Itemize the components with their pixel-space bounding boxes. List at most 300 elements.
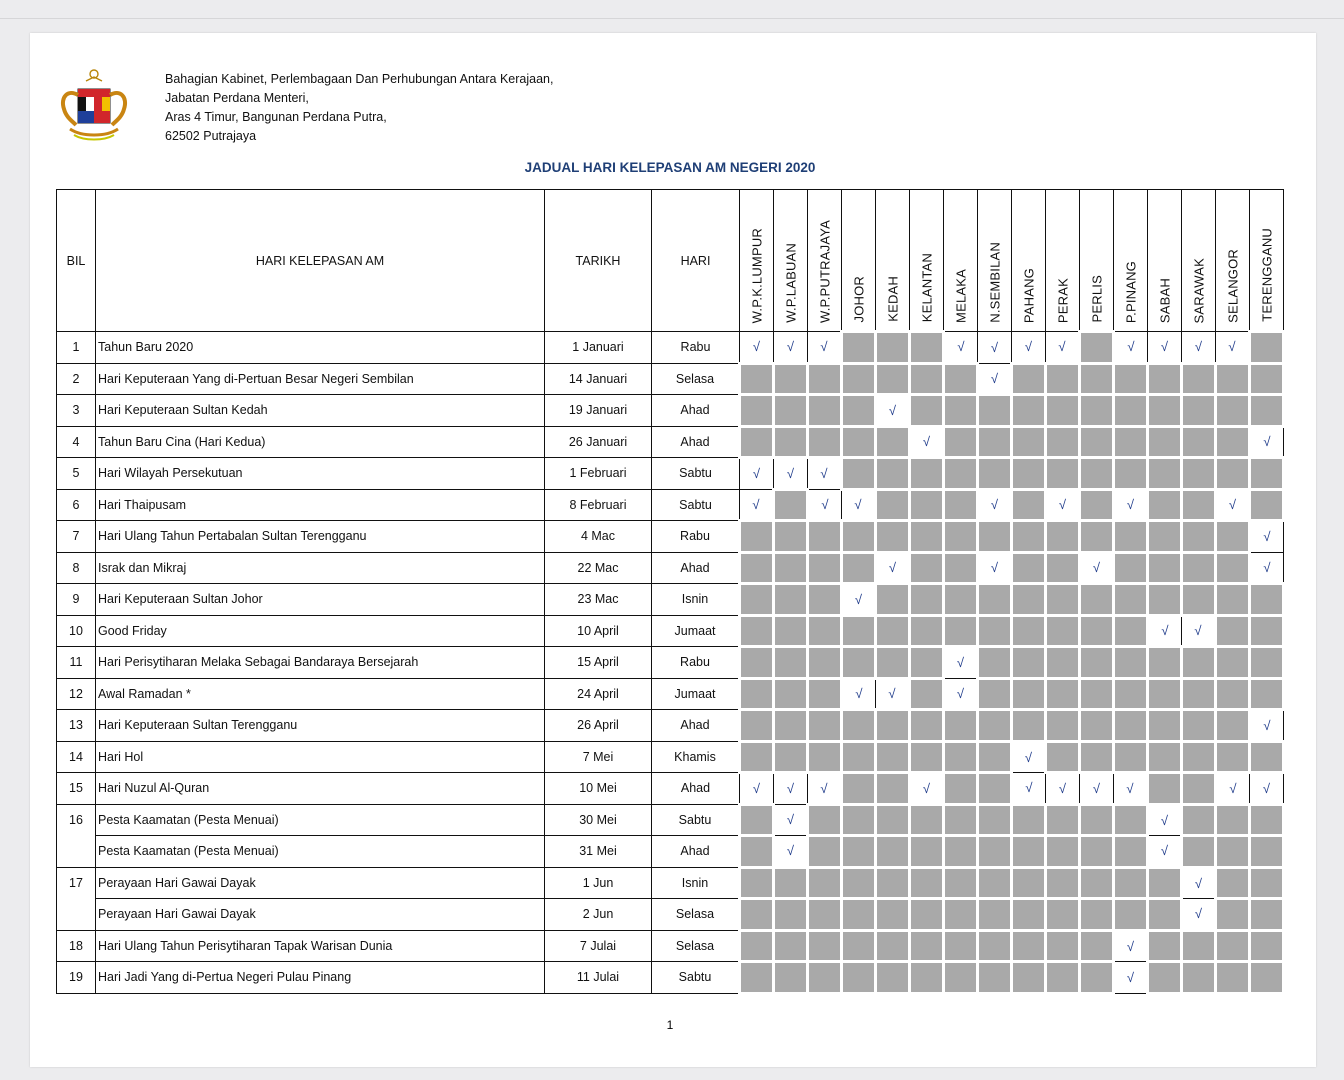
holiday-check-mark: √: [978, 489, 1012, 521]
not-applicable-cell: [842, 773, 876, 805]
not-applicable-cell: [910, 395, 944, 427]
not-applicable-cell: [944, 899, 978, 931]
not-applicable-cell: [910, 962, 944, 994]
holiday-day: Sabtu: [652, 962, 740, 994]
holiday-date: 26 Januari: [545, 426, 652, 458]
not-applicable-cell: [978, 395, 1012, 427]
not-applicable-cell: [1012, 615, 1046, 647]
table-row: [57, 489, 1284, 521]
not-applicable-cell: [1114, 395, 1148, 427]
not-applicable-cell: [944, 710, 978, 742]
not-applicable-cell: [1080, 836, 1114, 868]
row-number: 1: [57, 332, 96, 364]
not-applicable-cell: [1012, 804, 1046, 836]
document-title: JADUAL HARI KELEPASAN AM NEGERI 2020: [524, 160, 816, 175]
row-number: 19: [57, 962, 96, 994]
not-applicable-cell: [1046, 426, 1080, 458]
holiday-check-mark: √: [808, 489, 842, 521]
table-row: [57, 426, 1284, 458]
row-number: 9: [57, 584, 96, 616]
table-row: [57, 773, 1284, 805]
not-applicable-cell: [1012, 395, 1046, 427]
state-name: PERAK: [1055, 277, 1070, 323]
holiday-check-mark: √: [1182, 899, 1216, 931]
page-number: 1: [666, 1018, 674, 1032]
holiday-day: Sabtu: [652, 489, 740, 521]
not-applicable-cell: [774, 678, 808, 710]
holiday-date: 23 Mac: [545, 584, 652, 616]
column-header-state: [1080, 190, 1114, 332]
not-applicable-cell: [1182, 426, 1216, 458]
state-name: PAHANG: [1021, 267, 1036, 323]
column-header-state: [808, 190, 842, 332]
not-applicable-cell: [910, 521, 944, 553]
not-applicable-cell: [1114, 741, 1148, 773]
holiday-table: [56, 189, 1285, 995]
not-applicable-cell: [842, 930, 876, 962]
holiday-date: 11 Julai: [545, 962, 652, 994]
table-row: [57, 458, 1284, 490]
not-applicable-cell: [944, 363, 978, 395]
not-applicable-cell: [1080, 710, 1114, 742]
not-applicable-cell: [1114, 615, 1148, 647]
holiday-date: 24 April: [545, 678, 652, 710]
holiday-check-mark: √: [944, 678, 978, 710]
table-row: [57, 962, 1284, 994]
not-applicable-cell: [1080, 521, 1114, 553]
not-applicable-cell: [808, 899, 842, 931]
not-applicable-cell: [1182, 521, 1216, 553]
not-applicable-cell: [876, 773, 910, 805]
not-applicable-cell: [944, 584, 978, 616]
column-header-state: [910, 190, 944, 332]
not-applicable-cell: [1114, 584, 1148, 616]
not-applicable-cell: [944, 773, 978, 805]
not-applicable-cell: [1012, 647, 1046, 679]
holiday-check-mark: √: [1148, 332, 1182, 364]
not-applicable-cell: [842, 962, 876, 994]
holiday-check-mark: √: [978, 332, 1012, 364]
not-applicable-cell: [808, 647, 842, 679]
not-applicable-cell: [1080, 426, 1114, 458]
not-applicable-cell: [808, 426, 842, 458]
row-number: 15: [57, 773, 96, 805]
row-number: 4: [57, 426, 96, 458]
not-applicable-cell: [1012, 426, 1046, 458]
not-applicable-cell: [1080, 804, 1114, 836]
not-applicable-cell: [774, 363, 808, 395]
state-name: SARAWAK: [1191, 257, 1206, 323]
state-name: W.P.PUTRAJAYA: [817, 219, 832, 323]
holiday-check-mark: √: [808, 773, 842, 805]
holiday-date: 26 April: [545, 710, 652, 742]
holiday-day: Selasa: [652, 930, 740, 962]
column-header-name: HARI KELEPASAN AM: [96, 190, 545, 332]
not-applicable-cell: [944, 741, 978, 773]
holiday-check-mark: √: [1216, 773, 1250, 805]
address-line: 62502 Putrajaya: [165, 129, 257, 143]
not-applicable-cell: [1114, 710, 1148, 742]
not-applicable-cell: [1182, 458, 1216, 490]
holiday-check-mark: √: [876, 552, 910, 584]
table-body: [57, 332, 1284, 994]
not-applicable-cell: [1012, 584, 1046, 616]
holiday-check-mark: √: [1250, 552, 1284, 584]
not-applicable-cell: [1148, 363, 1182, 395]
not-applicable-cell: [978, 647, 1012, 679]
table-row: [57, 647, 1284, 679]
not-applicable-cell: [774, 552, 808, 584]
holiday-check-mark: √: [808, 458, 842, 490]
not-applicable-cell: [1080, 899, 1114, 931]
not-applicable-cell: [1012, 962, 1046, 994]
not-applicable-cell: [1080, 867, 1114, 899]
not-applicable-cell: [876, 710, 910, 742]
holiday-day: Isnin: [652, 584, 740, 616]
not-applicable-cell: [1148, 489, 1182, 521]
not-applicable-cell: [1080, 489, 1114, 521]
holiday-name: Hari Nuzul Al-Quran: [96, 773, 545, 805]
not-applicable-cell: [740, 584, 774, 616]
not-applicable-cell: [944, 615, 978, 647]
not-applicable-cell: [808, 395, 842, 427]
not-applicable-cell: [1216, 867, 1250, 899]
not-applicable-cell: [910, 678, 944, 710]
not-applicable-cell: [1250, 458, 1284, 490]
not-applicable-cell: [740, 363, 774, 395]
holiday-day: Sabtu: [652, 458, 740, 490]
not-applicable-cell: [1080, 395, 1114, 427]
holiday-name: Hari Keputeraan Sultan Johor: [96, 584, 545, 616]
holiday-check-mark: √: [1250, 710, 1284, 742]
holiday-name: Hari Wilayah Persekutuan: [96, 458, 545, 490]
not-applicable-cell: [808, 930, 842, 962]
not-applicable-cell: [1182, 741, 1216, 773]
state-name: W.P.K.LUMPUR: [749, 227, 764, 323]
not-applicable-cell: [978, 804, 1012, 836]
not-applicable-cell: [740, 836, 774, 868]
not-applicable-cell: [1046, 363, 1080, 395]
not-applicable-cell: [1080, 584, 1114, 616]
not-applicable-cell: [740, 521, 774, 553]
not-applicable-cell: [1080, 741, 1114, 773]
state-name: MELAKA: [953, 269, 968, 323]
not-applicable-cell: [944, 867, 978, 899]
holiday-check-mark: √: [774, 332, 808, 364]
not-applicable-cell: [1250, 962, 1284, 994]
not-applicable-cell: [1148, 395, 1182, 427]
not-applicable-cell: [1012, 867, 1046, 899]
not-applicable-cell: [1012, 899, 1046, 931]
not-applicable-cell: [1182, 584, 1216, 616]
not-applicable-cell: [1216, 615, 1250, 647]
holiday-name: Tahun Baru 2020: [96, 332, 545, 364]
holiday-name: Hari Jadi Yang di-Pertua Negeri Pulau Pinang: [96, 962, 545, 994]
malaysia-coat-of-arms-icon: [54, 65, 134, 149]
holiday-check-mark: √: [1250, 426, 1284, 458]
not-applicable-cell: [1216, 678, 1250, 710]
address-line: Aras 4 Timur, Bangunan Perdana Putra,: [165, 110, 387, 124]
not-applicable-cell: [1148, 773, 1182, 805]
row-number: 13: [57, 710, 96, 742]
sender-address: [165, 70, 553, 146]
holiday-name: Pesta Kaamatan (Pesta Menuai): [96, 804, 545, 836]
not-applicable-cell: [978, 678, 1012, 710]
not-applicable-cell: [1046, 647, 1080, 679]
holiday-check-mark: √: [1114, 930, 1148, 962]
not-applicable-cell: [1148, 930, 1182, 962]
not-applicable-cell: [774, 899, 808, 931]
state-name: KELANTAN: [919, 252, 934, 322]
holiday-name: Perayaan Hari Gawai Dayak: [96, 867, 545, 899]
not-applicable-cell: [1046, 678, 1080, 710]
holiday-name: Perayaan Hari Gawai Dayak: [96, 899, 545, 931]
holiday-check-mark: √: [1012, 773, 1046, 805]
not-applicable-cell: [876, 867, 910, 899]
not-applicable-cell: [842, 332, 876, 364]
not-applicable-cell: [1148, 741, 1182, 773]
not-applicable-cell: [1216, 458, 1250, 490]
column-header-state: [1012, 190, 1046, 332]
not-applicable-cell: [740, 678, 774, 710]
not-applicable-cell: [910, 647, 944, 679]
holiday-name: Hari Keputeraan Sultan Kedah: [96, 395, 545, 427]
not-applicable-cell: [808, 710, 842, 742]
not-applicable-cell: [1148, 521, 1182, 553]
not-applicable-cell: [978, 836, 1012, 868]
holiday-check-mark: √: [740, 773, 774, 805]
not-applicable-cell: [1114, 647, 1148, 679]
not-applicable-cell: [1216, 521, 1250, 553]
not-applicable-cell: [978, 584, 1012, 616]
not-applicable-cell: [1250, 836, 1284, 868]
not-applicable-cell: [1114, 836, 1148, 868]
not-applicable-cell: [1080, 615, 1114, 647]
not-applicable-cell: [842, 836, 876, 868]
column-header-state: [1148, 190, 1182, 332]
not-applicable-cell: [910, 489, 944, 521]
not-applicable-cell: [1216, 552, 1250, 584]
table-row: [57, 930, 1284, 962]
not-applicable-cell: [1250, 930, 1284, 962]
not-applicable-cell: [808, 615, 842, 647]
not-applicable-cell: [808, 584, 842, 616]
holiday-date: 14 Januari: [545, 363, 652, 395]
not-applicable-cell: [1182, 489, 1216, 521]
document-page: [30, 33, 1316, 1067]
not-applicable-cell: [944, 930, 978, 962]
row-number: 12: [57, 678, 96, 710]
holiday-day: Selasa: [652, 899, 740, 931]
holiday-name: Hari Ulang Tahun Pertabalan Sultan Terengganu: [96, 521, 545, 553]
not-applicable-cell: [842, 867, 876, 899]
not-applicable-cell: [944, 836, 978, 868]
not-applicable-cell: [944, 489, 978, 521]
holiday-check-mark: √: [944, 332, 978, 364]
not-applicable-cell: [1216, 363, 1250, 395]
not-applicable-cell: [1250, 332, 1284, 364]
holiday-name: Israk dan Mikraj: [96, 552, 545, 584]
not-applicable-cell: [876, 804, 910, 836]
holiday-day: Ahad: [652, 426, 740, 458]
table-row: [57, 332, 1284, 364]
not-applicable-cell: [1216, 804, 1250, 836]
holiday-day: Rabu: [652, 332, 740, 364]
not-applicable-cell: [978, 962, 1012, 994]
holiday-date: 30 Mei: [545, 804, 652, 836]
holiday-name: Tahun Baru Cina (Hari Kedua): [96, 426, 545, 458]
not-applicable-cell: [978, 426, 1012, 458]
not-applicable-cell: [1182, 552, 1216, 584]
not-applicable-cell: [1148, 867, 1182, 899]
holiday-check-mark: √: [1046, 489, 1080, 521]
holiday-date: 19 Januari: [545, 395, 652, 427]
not-applicable-cell: [1148, 426, 1182, 458]
not-applicable-cell: [1148, 647, 1182, 679]
not-applicable-cell: [1114, 899, 1148, 931]
not-applicable-cell: [1182, 804, 1216, 836]
holiday-name: Hari Perisytiharan Melaka Sebagai Bandaraya Bersejarah: [96, 647, 545, 679]
not-applicable-cell: [1012, 489, 1046, 521]
not-applicable-cell: [1046, 836, 1080, 868]
holiday-date: 1 Jun: [545, 867, 652, 899]
row-number: 2: [57, 363, 96, 395]
holiday-day: Rabu: [652, 521, 740, 553]
holiday-check-mark: √: [1216, 489, 1250, 521]
not-applicable-cell: [1250, 615, 1284, 647]
holiday-date: 4 Mac: [545, 521, 652, 553]
not-applicable-cell: [1046, 615, 1080, 647]
viewer-top-bar: [0, 0, 1344, 19]
holiday-date: 10 Mei: [545, 773, 652, 805]
holiday-check-mark: √: [1012, 332, 1046, 364]
not-applicable-cell: [740, 647, 774, 679]
not-applicable-cell: [1012, 458, 1046, 490]
holiday-check-mark: √: [978, 363, 1012, 395]
not-applicable-cell: [808, 836, 842, 868]
not-applicable-cell: [1046, 867, 1080, 899]
not-applicable-cell: [1182, 647, 1216, 679]
not-applicable-cell: [1182, 930, 1216, 962]
holiday-day: Rabu: [652, 647, 740, 679]
holiday-name: Hari Keputeraan Sultan Terengganu: [96, 710, 545, 742]
not-applicable-cell: [876, 930, 910, 962]
table-row: [57, 804, 1284, 836]
holiday-day: Ahad: [652, 710, 740, 742]
not-applicable-cell: [1250, 395, 1284, 427]
not-applicable-cell: [1114, 363, 1148, 395]
not-applicable-cell: [740, 962, 774, 994]
not-applicable-cell: [1216, 899, 1250, 931]
not-applicable-cell: [1114, 678, 1148, 710]
holiday-date: 1 Januari: [545, 332, 652, 364]
holiday-name: Hari Keputeraan Yang di-Pertuan Besar Negeri Sembilan: [96, 363, 545, 395]
holiday-name: Hari Ulang Tahun Perisytiharan Tapak Warisan Dunia: [96, 930, 545, 962]
not-applicable-cell: [876, 332, 910, 364]
holiday-name: Pesta Kaamatan (Pesta Menuai): [96, 836, 545, 868]
holiday-check-mark: √: [910, 773, 944, 805]
not-applicable-cell: [978, 458, 1012, 490]
not-applicable-cell: [876, 615, 910, 647]
holiday-date: 8 Februari: [545, 489, 652, 521]
not-applicable-cell: [1012, 363, 1046, 395]
row-number: 10: [57, 615, 96, 647]
not-applicable-cell: [774, 710, 808, 742]
not-applicable-cell: [1216, 710, 1250, 742]
not-applicable-cell: [944, 962, 978, 994]
column-header-state: [876, 190, 910, 332]
column-header-state: [740, 190, 774, 332]
holiday-day: Ahad: [652, 552, 740, 584]
not-applicable-cell: [774, 867, 808, 899]
table-row: [57, 836, 1284, 868]
holiday-date: 2 Jun: [545, 899, 652, 931]
not-applicable-cell: [842, 426, 876, 458]
holiday-check-mark: √: [1114, 489, 1148, 521]
not-applicable-cell: [774, 489, 808, 521]
not-applicable-cell: [774, 521, 808, 553]
holiday-date: 22 Mac: [545, 552, 652, 584]
not-applicable-cell: [1046, 552, 1080, 584]
holiday-check-mark: √: [774, 804, 808, 836]
not-applicable-cell: [842, 741, 876, 773]
not-applicable-cell: [1114, 521, 1148, 553]
row-number: 8: [57, 552, 96, 584]
state-name: PERLIS: [1089, 274, 1104, 322]
not-applicable-cell: [1182, 962, 1216, 994]
not-applicable-cell: [1250, 647, 1284, 679]
holiday-check-mark: √: [1114, 332, 1148, 364]
not-applicable-cell: [1250, 678, 1284, 710]
not-applicable-cell: [740, 899, 774, 931]
not-applicable-cell: [876, 741, 910, 773]
holiday-check-mark: √: [842, 489, 876, 521]
not-applicable-cell: [1250, 804, 1284, 836]
not-applicable-cell: [808, 962, 842, 994]
holiday-check-mark: √: [1148, 615, 1182, 647]
not-applicable-cell: [1182, 395, 1216, 427]
not-applicable-cell: [1148, 584, 1182, 616]
address-line: Bahagian Kabinet, Perlembagaan Dan Perhubungan Antara Kerajaan,: [165, 72, 554, 86]
holiday-date: 31 Mei: [545, 836, 652, 868]
state-name: P.PINANG: [1123, 260, 1138, 323]
not-applicable-cell: [1216, 426, 1250, 458]
not-applicable-cell: [1216, 836, 1250, 868]
column-header-state: [944, 190, 978, 332]
row-number: 7: [57, 521, 96, 553]
holiday-check-mark: √: [1250, 521, 1284, 553]
not-applicable-cell: [876, 458, 910, 490]
column-header-bil: BIL: [57, 190, 96, 332]
holiday-check-mark: √: [1046, 332, 1080, 364]
not-applicable-cell: [774, 584, 808, 616]
row-number: 11: [57, 647, 96, 679]
not-applicable-cell: [842, 615, 876, 647]
not-applicable-cell: [1012, 710, 1046, 742]
not-applicable-cell: [1182, 710, 1216, 742]
not-applicable-cell: [1012, 552, 1046, 584]
table-row: [57, 552, 1284, 584]
not-applicable-cell: [944, 395, 978, 427]
column-header-state: [1114, 190, 1148, 332]
not-applicable-cell: [1046, 458, 1080, 490]
row-number: 14: [57, 741, 96, 773]
table-header-row: [57, 190, 1284, 332]
not-applicable-cell: [910, 458, 944, 490]
not-applicable-cell: [1216, 962, 1250, 994]
state-name: SABAH: [1157, 277, 1172, 323]
not-applicable-cell: [1148, 899, 1182, 931]
